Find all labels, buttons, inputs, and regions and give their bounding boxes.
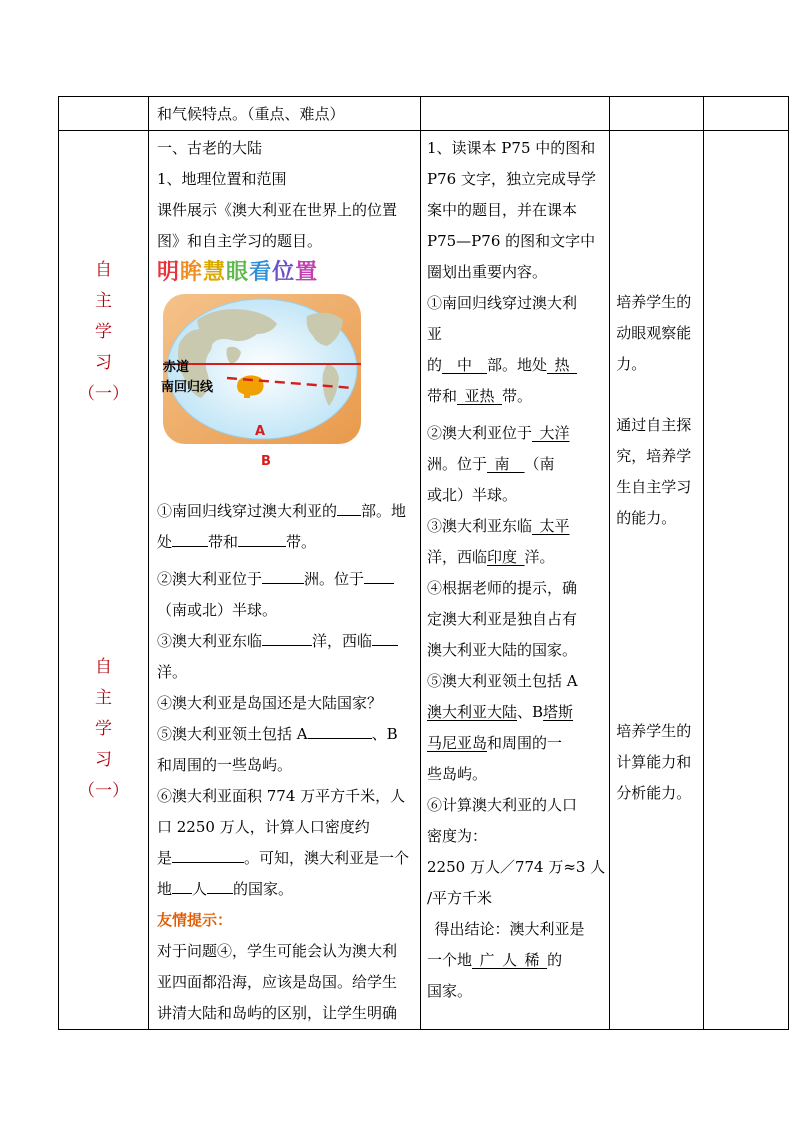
teacher-cell-top [149,97,421,131]
table-row [59,131,789,1030]
world-map-figure [157,292,367,492]
answer-3-cont: 洋，西临印度 洋。 [427,548,555,566]
question-2-cont: （南或北）半球。 [157,601,278,619]
teacher-activity-cell [149,131,421,1030]
teacher-text: 课件展示《澳大利亚在世界上的位置 [157,201,398,219]
answer-1: ①南回归线穿过澳大利 [427,294,578,312]
question-6-cont: 地 人 的国家。 [157,874,416,905]
answer-6-cont: 国家。 [427,982,473,1000]
answer-6-cont: /平方千米 [427,889,493,907]
section-label-cell [59,131,149,1030]
answer-1-cont: 的 中 部。地处 热 [427,356,570,374]
teacher-text: 和气候特点。（重点、难点） [157,105,345,123]
banner-char: 眼 [226,260,250,285]
purpose-cell [610,131,704,1030]
section-label: 自 主 学 习 （一） [78,260,129,404]
question-4: ④澳大利亚是岛国还是大陆国家？ [157,694,383,712]
answer-6-cont: 密度为： [427,827,488,845]
section-heading: 一、古老的大陆 [157,139,263,157]
banner-char: 明 [157,260,181,285]
banner-char: 置 [295,260,319,285]
purpose-text: 培养学生的 [616,722,692,740]
question-6-cont: 口 2250 万人，计算人口密度约 [157,818,370,836]
banner-title [157,257,416,288]
answer-2: ②澳大利亚位于 大洋 [427,424,570,442]
tip-text: 亚四面都沿海，应该是岛国。给学生 [157,973,398,991]
answer-3: ③澳大利亚东临 太平 [427,517,570,535]
banner-char: 眸 [180,260,204,285]
answer-2-cont: 洲。位于 南 （南 [427,455,555,473]
extra-cell [704,131,789,1030]
question-3: ③澳大利亚东临 洋，西临 [157,626,416,657]
answer-6-cont: 2250 万人／774 万≈3 人 [427,858,606,876]
purpose-text: 分析能力。 [616,784,692,802]
question-3-cont: 洋。 [157,663,188,681]
answer-5-cont: 澳大利亚大陆、B塔斯 [427,703,574,721]
question-6: ⑥澳大利亚面积 774 万平方千米，人 [157,787,406,805]
question-5-cont: 和周围的一些岛屿。 [157,756,293,774]
subsection-heading: 1、地理位置和范围 [157,170,287,188]
answer-1-cont: 亚 [427,325,443,343]
answer-2-cont: 或北）半球。 [427,486,518,504]
answer-6: ⑥计算澳大利亚的人口 [427,796,578,814]
answer-5-cont: 些岛屿。 [427,765,488,783]
equator-label: 赤道 [163,360,190,375]
tip-title: 友情提示： [157,911,233,929]
student-text: 圈划出重要内容。 [427,263,548,281]
purpose-text: 的能力。 [616,509,677,527]
tip-text: 讲清大陆和岛屿的区别，让学生明确 [157,1004,398,1022]
label-b: B [261,454,271,469]
answer-5: ⑤澳大利亚领土包括 A [427,672,578,690]
banner-char: 看 [249,260,273,285]
purpose-cell-top [610,97,704,131]
question-2: ②澳大利亚位于 洲。位于 [157,564,416,595]
student-text: 案中的题目，并在课本 [427,201,578,219]
answer-4: ④根据老师的提示，确 [427,579,578,597]
extra-cell-top [704,97,789,131]
answer-4-cont: 定澳大利亚是独自占有 [427,610,578,628]
purpose-text: 培养学生的 [616,293,692,311]
tasmania-shape [244,392,250,398]
purpose-text: 力。 [616,355,647,373]
purpose-text: 生自主学习 [616,478,692,496]
answer-1-cont: 带和 亚热 带。 [427,387,533,405]
answer-6-cont: 一个地 广 人 稀 的 [427,951,563,969]
question-1: ①南回归线穿过澳大利亚的 部。地 [157,496,416,527]
teacher-text: 图》和自主学习的题目。 [157,232,323,250]
lesson-plan-table [58,96,789,1030]
student-text: P75—P76 的图和文字中 [427,232,596,250]
student-text: P76 文字，独立完成导学 [427,170,596,188]
question-1-cont: 处 带和 带。 [157,527,416,558]
tip-text: 对于问题④，学生可能会认为澳大利 [157,942,398,960]
banner-char: 慧 [203,260,227,285]
purpose-text: 通过自主探 [616,416,692,434]
student-text: 1、读课本 P75 中的图和 [427,139,596,157]
purpose-text: 究，培养学 [616,447,692,465]
section-label: 自 主 学 习 （一） [78,657,129,801]
table-row [59,97,789,131]
label-cell-top [59,97,149,131]
tropic-label: 南回归线 [161,380,214,395]
student-activity-cell [421,131,610,1030]
question-6-cont: 是 。可知，澳大利亚是一个 [157,843,416,874]
student-cell-top [421,97,610,131]
label-a: A [255,424,266,439]
question-5: ⑤澳大利亚领土包括 A 、B [157,719,416,750]
answer-4-cont: 澳大利亚大陆的国家。 [427,641,578,659]
purpose-text: 计算能力和 [616,753,692,771]
banner-char: 位 [272,260,296,285]
purpose-text: 动眼观察能 [616,324,692,342]
answer-6-cont: 得出结论：澳大利亚是 [434,920,585,938]
answer-5-cont: 马尼亚岛和周围的一 [427,734,563,752]
